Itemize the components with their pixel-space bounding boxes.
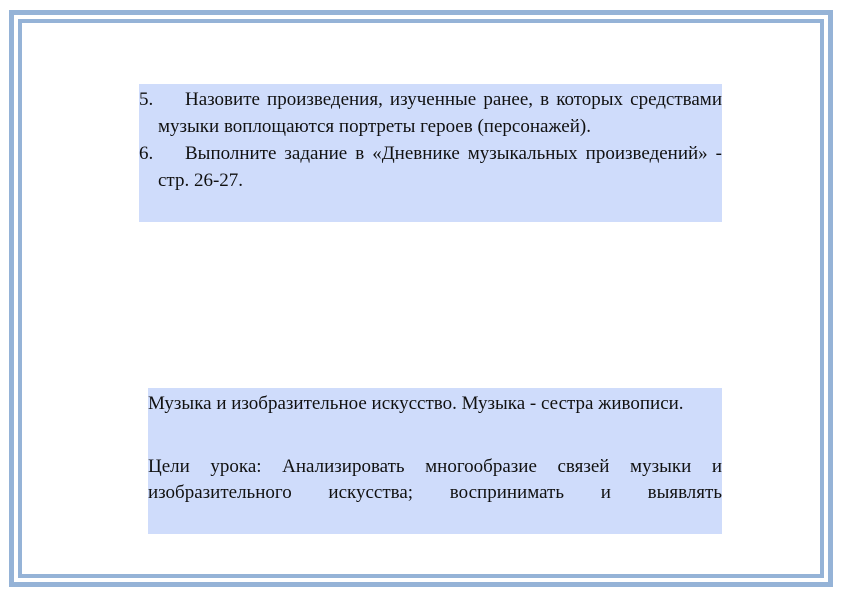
task-item (139, 141, 722, 194)
task-text: Назовите произведения, изученные ранее, в которых средствами музыки воплощаются портреты героев (персонажей). (158, 89, 722, 137)
homework-task-list (139, 84, 722, 222)
task-text: Выполните задание в «Дневнике музыкальных произведений» - стр. 26-27. (158, 143, 722, 191)
lesson-topic: Музыка и изобразительное искусство. Музыка - сестра живописи. (148, 393, 684, 414)
lesson-goals: Цели урока: Анализировать многообразие связей музыки и изобразительного искусства; воспринимать и выявлять (148, 455, 722, 503)
paragraph-gap (148, 418, 722, 454)
task-item (139, 87, 722, 140)
task-number: 6. (139, 143, 154, 164)
lesson-description (148, 388, 722, 534)
task-number: 5. (139, 89, 154, 110)
